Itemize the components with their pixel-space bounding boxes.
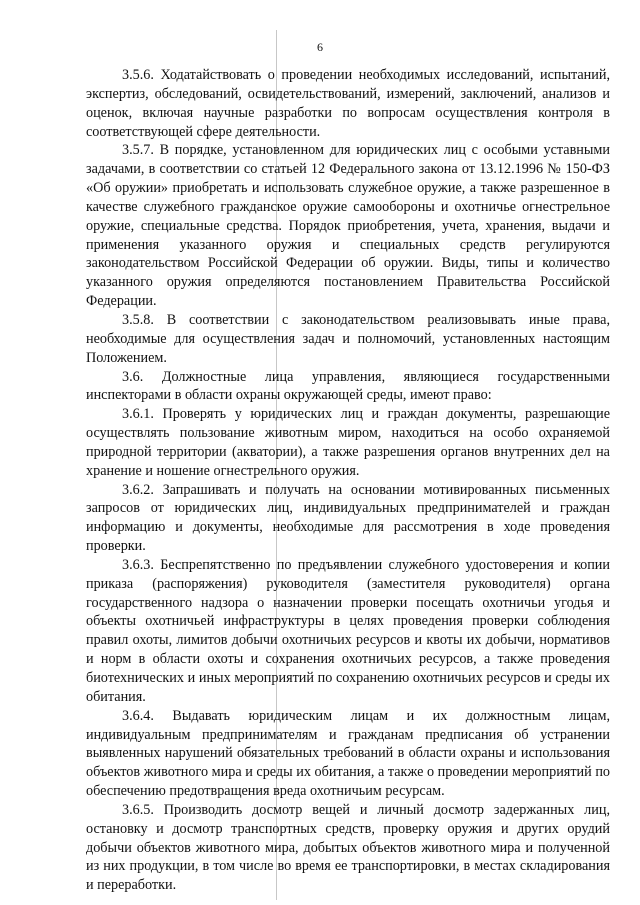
document-body xyxy=(86,66,610,895)
paragraph-3-6-1: 3.6.1. Проверять у юридических лиц и граждан документы, разрешающие осуществлять пользование животным миром, находиться на особо охраняемой природной территории (акватории), а также разрешения органов внутренних дел на хранение и ношение огнестрельного оружия. xyxy=(86,406,610,479)
paragraph-3-5-6: 3.5.6. Ходатайствовать о проведении необходимых исследований, испытаний, экспертиз, обследований, освидетельствований, измерений, заключений, анализов и оценок, включая научные разработки по вопросам осуществления контроля в соответствующей сфере деятельности. xyxy=(86,67,610,140)
paragraph-3-6: 3.6. Должностные лица управления, являющиеся государственными инспекторами в области охраны окружающей среды, имеют право: xyxy=(86,368,610,404)
page-number: 6 xyxy=(317,40,323,54)
paragraph-3-6-4: 3.6.4. Выдавать юридическим лицам и их должностным лицам, индивидуальным предпринимателям и гражданам предписания об устранении выявленных нарушений обязательных требований в области охраны и использования объектов животного мира и среды их обитания, а также о проведении мероприятий по обеспечению предотвращения вреда охотничьим ресурсам. xyxy=(86,707,610,800)
paragraph-3-5-8: 3.5.8. В соответствии с законодательством реализовывать иные права, необходимые для осуществления задач и полномочий, установленных настоящим Положением. xyxy=(86,311,610,366)
paragraph-3-6-3: 3.6.3. Беспрепятственно по предъявлении служебного удостоверения и копии приказа (распоряжения) руководителя (заместителя руководителя) органа государственного надзора о назначении проверки посещать охотничьи угодья и объекты охотничьей инфраструктуры в целях проведения проверки соблюдения правил охоты, лимитов добычи охотничьих ресурсов и квоты их добычи, нормативов и норм в области охоты и сохранения охотничьих ресурсов, а также проведения биотехнических и иных мероприятий по сохранению охотничьих ресурсов и среды их обитания. xyxy=(86,556,610,705)
paragraph-3-6-5: 3.6.5. Производить досмотр вещей и личный досмотр задержанных лиц, остановку и досмотр транспортных средств, проверку оружия и других орудий добычи объектов животного мира, добытых объектов животного мира и полученной из них продукции, в том числе во время ее транспортировки, в местах складирования и переработки. xyxy=(86,801,610,894)
paragraph-3-5-7: 3.5.7. В порядке, установленном для юридических лиц с особыми уставными задачами, в соответствии со статьей 12 Федерального закона от 13.12.1996 № 150-ФЗ «Об оружии» приобретать и использовать служебное оружие, а также разрешенное в качестве служебного гражданское оружие самообороны и охотничье огнестрельное оружие, специальные средства. Порядок приобретения, учета, хранения, выдачи и применения указанного оружия и специальных средств регулируются законодательством Российской Федерации об оружии. Виды, типы и количество указанного оружия определяются постановлением Правительства Российской Федерации. xyxy=(86,142,610,310)
paragraph-3-6-2: 3.6.2. Запрашивать и получать на основании мотивированных письменных запросов от юридических лиц, индивидуальных предпринимателей и граждан информацию и документы, необходимые для рассмотрения в ходе проведения проверки. xyxy=(86,481,610,555)
